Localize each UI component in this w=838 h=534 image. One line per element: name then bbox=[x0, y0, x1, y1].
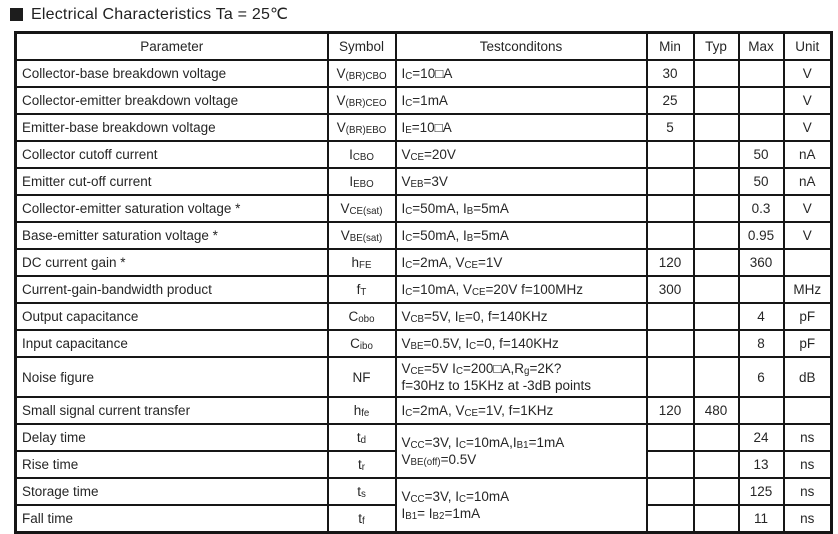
min-cell bbox=[647, 141, 694, 168]
cond-cell: $I_C=1mA$ bbox=[396, 87, 647, 114]
min-cell: 5 bbox=[647, 114, 694, 141]
cond-cell: $I_C=50mA$, $I_B=5mA$ bbox=[396, 222, 647, 249]
symbol-cell: $t_s$ bbox=[328, 478, 396, 505]
cond-cell: $I_C=10□A$ bbox=[396, 60, 647, 87]
cond-cell: $I_C=10mA$, $V_{CE}=20V$ f=100MHz bbox=[396, 276, 647, 303]
min-cell bbox=[647, 195, 694, 222]
param-cell: Collector-emitter breakdown voltage bbox=[16, 87, 328, 114]
max-cell: 0.3 bbox=[739, 195, 784, 222]
unit-cell: ns bbox=[784, 424, 832, 451]
param-cell: Base-emitter saturation voltage * bbox=[16, 222, 328, 249]
unit-cell: pF bbox=[784, 330, 832, 357]
table-row bbox=[16, 114, 832, 141]
typ-cell bbox=[694, 114, 739, 141]
max-cell: 0.95 bbox=[739, 222, 784, 249]
cond-cell: $V_{BE}=0.5V$, $I_C=0$, f=140KHz bbox=[396, 330, 647, 357]
cond-cell-merged: $V_{CC}=3V$, $I_C=10mA,I_{B1}=1mA$ $V_{BE(off)}=0.5V$ bbox=[396, 424, 647, 478]
unit-cell bbox=[784, 249, 832, 276]
param-cell: Emitter-base breakdown voltage bbox=[16, 114, 328, 141]
table-row bbox=[16, 424, 832, 451]
unit-cell: dB bbox=[784, 357, 832, 397]
header-parameter: Parameter bbox=[16, 33, 328, 61]
unit-cell: V bbox=[784, 114, 832, 141]
cond-cell: $I_C=50mA$, $I_B=5mA$ bbox=[396, 195, 647, 222]
header-min: Min bbox=[647, 33, 694, 61]
table-row bbox=[16, 303, 832, 330]
section-title bbox=[10, 4, 288, 24]
symbol-cell: $h_{fe}$ bbox=[328, 397, 396, 424]
max-cell bbox=[739, 87, 784, 114]
param-cell: Fall time bbox=[16, 505, 328, 533]
min-cell: 300 bbox=[647, 276, 694, 303]
typ-cell bbox=[694, 424, 739, 451]
min-cell bbox=[647, 505, 694, 533]
max-cell: 50 bbox=[739, 141, 784, 168]
unit-cell: ns bbox=[784, 505, 832, 533]
table-row bbox=[16, 60, 832, 87]
min-cell bbox=[647, 303, 694, 330]
min-cell bbox=[647, 451, 694, 478]
min-cell: 30 bbox=[647, 60, 694, 87]
min-cell: 120 bbox=[647, 249, 694, 276]
param-cell: Input capacitance bbox=[16, 330, 328, 357]
param-cell: Storage time bbox=[16, 478, 328, 505]
symbol-cell: $V_{CE(sat)}$ bbox=[328, 195, 396, 222]
param-cell: Noise figure bbox=[16, 357, 328, 397]
param-cell: Output capacitance bbox=[16, 303, 328, 330]
unit-cell: nA bbox=[784, 168, 832, 195]
typ-cell bbox=[694, 222, 739, 249]
unit-cell: V bbox=[784, 222, 832, 249]
symbol-cell: $V_{(BR)EBO}$ bbox=[328, 114, 396, 141]
symbol-cell: $V_{BE(sat)}$ bbox=[328, 222, 396, 249]
table-row bbox=[16, 397, 832, 424]
param-cell: Collector-emitter saturation voltage * bbox=[16, 195, 328, 222]
cond-cell-merged: $V_{CC}=3V$, $I_C=10mA$ $I_{B1}= I_{B2}=1mA$ bbox=[396, 478, 647, 533]
min-cell bbox=[647, 222, 694, 249]
cond-cell: $V_{CE}=5V$ $I_C=200□A,R_g=2K$? f=30Hz to 15KHz at -3dB points bbox=[396, 357, 647, 397]
table-row bbox=[16, 276, 832, 303]
max-cell bbox=[739, 114, 784, 141]
unit-cell: V bbox=[784, 60, 832, 87]
table-row bbox=[16, 478, 832, 505]
cond-cell: $V_{EB}=3V$ bbox=[396, 168, 647, 195]
unit-cell: nA bbox=[784, 141, 832, 168]
unit-cell: V bbox=[784, 87, 832, 114]
param-cell: Rise time bbox=[16, 451, 328, 478]
typ-cell bbox=[694, 276, 739, 303]
table-row bbox=[16, 141, 832, 168]
cond-cell: $I_C=2mA$, $V_{CE}=1V$ bbox=[396, 249, 647, 276]
param-cell: Collector-base breakdown voltage bbox=[16, 60, 328, 87]
max-cell: 13 bbox=[739, 451, 784, 478]
table-row bbox=[16, 87, 832, 114]
param-cell: Small signal current transfer bbox=[16, 397, 328, 424]
header-typ: Typ bbox=[694, 33, 739, 61]
max-cell bbox=[739, 276, 784, 303]
header-unit: Unit bbox=[784, 33, 832, 61]
typ-cell bbox=[694, 195, 739, 222]
typ-cell bbox=[694, 478, 739, 505]
param-cell: Collector cutoff current bbox=[16, 141, 328, 168]
symbol-cell: $t_r$ bbox=[328, 451, 396, 478]
max-cell: 11 bbox=[739, 505, 784, 533]
typ-cell bbox=[694, 249, 739, 276]
typ-cell bbox=[694, 60, 739, 87]
max-cell: 8 bbox=[739, 330, 784, 357]
table-header-row bbox=[16, 33, 832, 61]
section-title-text: Electrical Characteristics Ta = 25℃ bbox=[31, 6, 289, 23]
typ-cell bbox=[694, 330, 739, 357]
symbol-cell: $h_{FE}$ bbox=[328, 249, 396, 276]
max-cell: 125 bbox=[739, 478, 784, 505]
min-cell bbox=[647, 357, 694, 397]
typ-cell bbox=[694, 451, 739, 478]
param-cell: Delay time bbox=[16, 424, 328, 451]
max-cell bbox=[739, 60, 784, 87]
max-cell bbox=[739, 397, 784, 424]
typ-cell bbox=[694, 87, 739, 114]
header-test-conditions: Testconditons bbox=[396, 33, 647, 61]
typ-cell bbox=[694, 168, 739, 195]
cond-cell: $V_{CE}=20V$ bbox=[396, 141, 647, 168]
table-row bbox=[16, 222, 832, 249]
typ-cell bbox=[694, 505, 739, 533]
max-cell: 50 bbox=[739, 168, 784, 195]
param-cell: Current-gain-bandwidth product bbox=[16, 276, 328, 303]
symbol-cell: $f_T$ bbox=[328, 276, 396, 303]
symbol-cell: $C_{obo}$ bbox=[328, 303, 396, 330]
min-cell: 120 bbox=[647, 397, 694, 424]
header-symbol: Symbol bbox=[328, 33, 396, 61]
unit-cell: pF bbox=[784, 303, 832, 330]
max-cell: 4 bbox=[739, 303, 784, 330]
symbol-cell: $t_f$ bbox=[328, 505, 396, 533]
symbol-cell: $I_{EBO}$ bbox=[328, 168, 396, 195]
unit-cell: ns bbox=[784, 451, 832, 478]
cond-cell: $V_{CB}=5V$, $I_E=0$, f=140KHz bbox=[396, 303, 647, 330]
unit-cell: MHz bbox=[784, 276, 832, 303]
table-row bbox=[16, 357, 832, 397]
symbol-cell: $V_{(BR)CEO}$ bbox=[328, 87, 396, 114]
table-row bbox=[16, 195, 832, 222]
param-cell: DC current gain * bbox=[16, 249, 328, 276]
header-max: Max bbox=[739, 33, 784, 61]
cond-cell: $I_E=10□A$ bbox=[396, 114, 647, 141]
typ-cell bbox=[694, 357, 739, 397]
param-cell: Emitter cut-off current bbox=[16, 168, 328, 195]
unit-cell bbox=[784, 397, 832, 424]
unit-cell: ns bbox=[784, 478, 832, 505]
max-cell: 360 bbox=[739, 249, 784, 276]
min-cell bbox=[647, 424, 694, 451]
table-row bbox=[16, 330, 832, 357]
min-cell: 25 bbox=[647, 87, 694, 114]
table-row bbox=[16, 249, 832, 276]
min-cell bbox=[647, 168, 694, 195]
cond-cell: $I_C=2mA$, $V_{CE}=1V$, f=1KHz bbox=[396, 397, 647, 424]
symbol-cell: $V_{(BR)CBO}$ bbox=[328, 60, 396, 87]
electrical-characteristics-table bbox=[14, 31, 833, 534]
filled-square-icon bbox=[10, 8, 23, 21]
unit-cell: V bbox=[784, 195, 832, 222]
max-cell: 6 bbox=[739, 357, 784, 397]
symbol-cell: $t_d$ bbox=[328, 424, 396, 451]
symbol-cell: $I_{CBO}$ bbox=[328, 141, 396, 168]
max-cell: 24 bbox=[739, 424, 784, 451]
typ-cell bbox=[694, 141, 739, 168]
symbol-cell: $C_{ibo}$ bbox=[328, 330, 396, 357]
table-row bbox=[16, 168, 832, 195]
min-cell bbox=[647, 478, 694, 505]
typ-cell: 480 bbox=[694, 397, 739, 424]
min-cell bbox=[647, 330, 694, 357]
typ-cell bbox=[694, 303, 739, 330]
symbol-cell: NF bbox=[328, 357, 396, 397]
